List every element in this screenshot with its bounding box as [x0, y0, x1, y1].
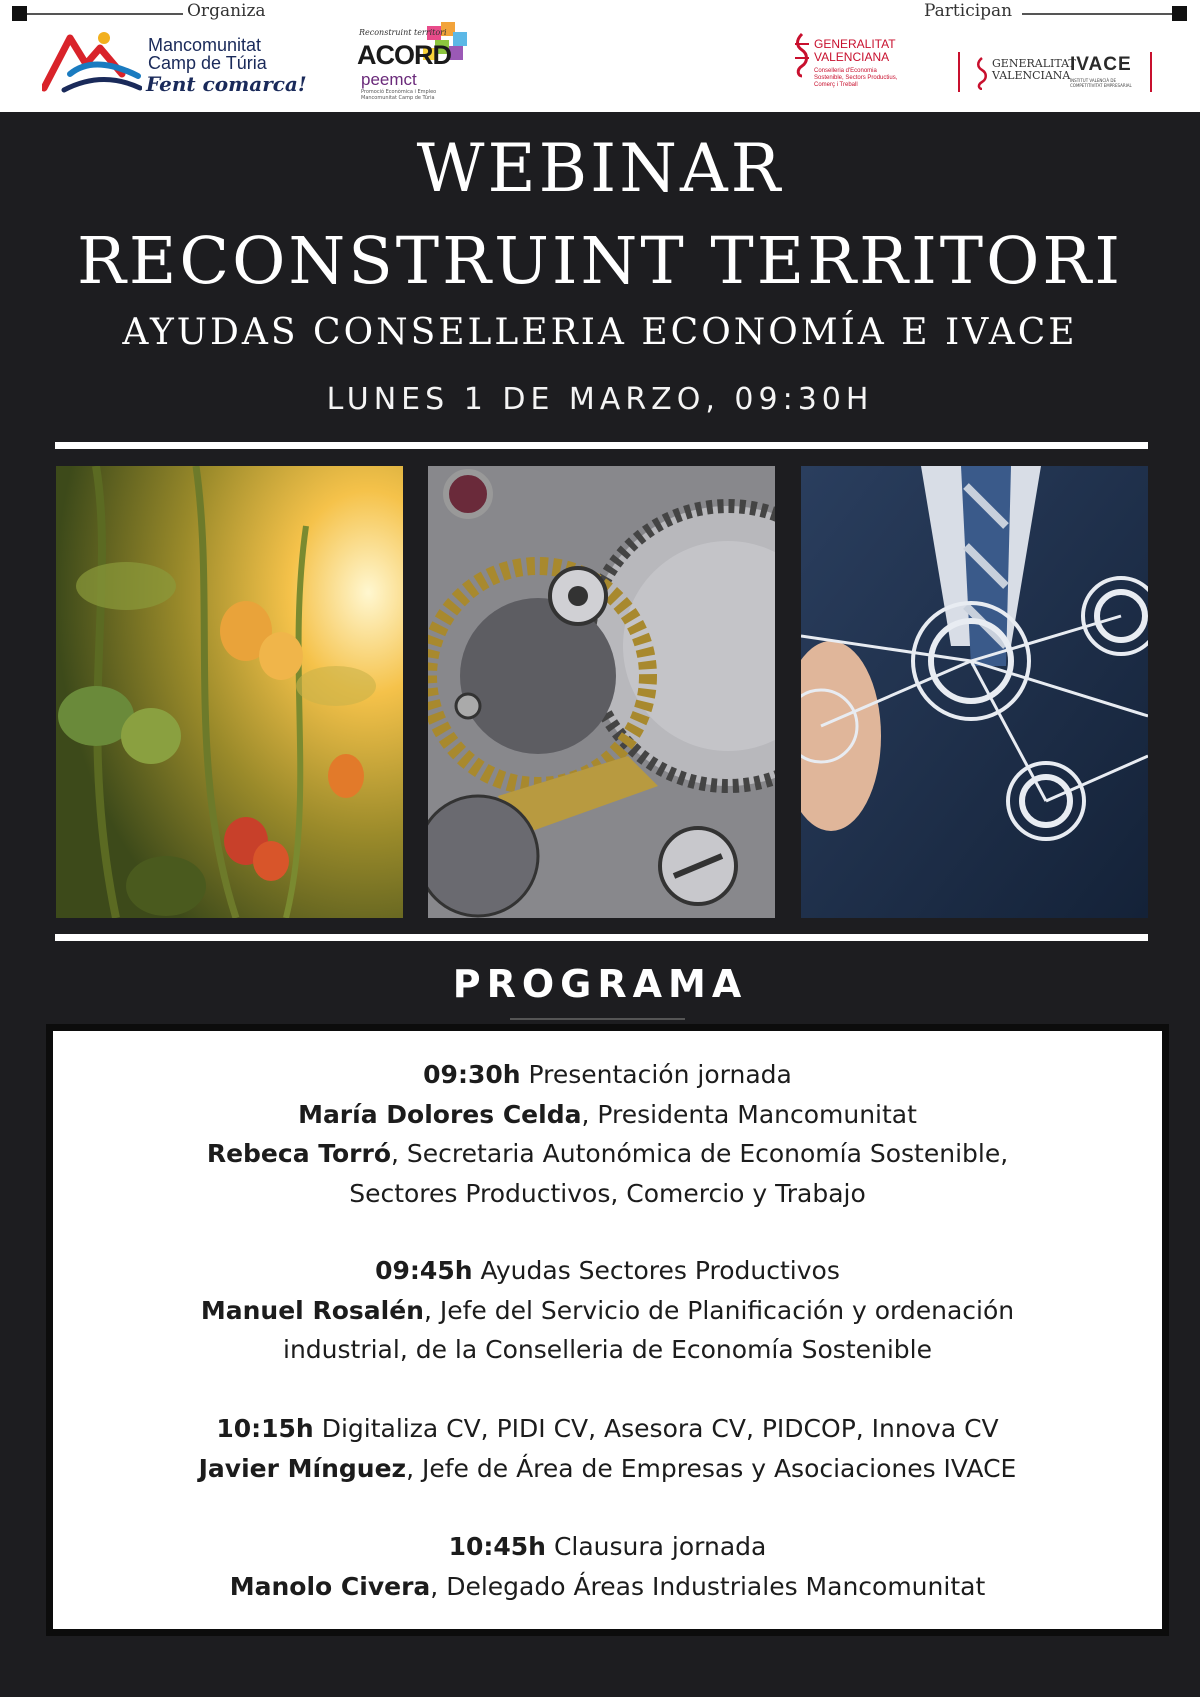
- header-left-marker: [12, 6, 27, 21]
- speaker-name: María Dolores Celda: [298, 1099, 582, 1129]
- item-time: 09:30h: [423, 1060, 521, 1089]
- ivace-sub2: COMPETITIVITAT EMPRESARIAL: [1070, 83, 1132, 88]
- item-time: 09:45h: [375, 1256, 473, 1285]
- acord-tiny-line1: Promoció Econòmica i Empleo: [361, 89, 437, 95]
- header-strip: [0, 0, 1200, 112]
- speaker-name: Manolo Civera: [229, 1571, 431, 1601]
- generalitat-1-sub2: Sostenible, Sectors Productius,: [814, 75, 898, 81]
- acord-peemct: peemct: [361, 70, 417, 89]
- mancomunitat-mountain-icon: [42, 30, 142, 96]
- generalitat-emblem-small-icon: [974, 56, 990, 90]
- item-title: Presentación jornada: [520, 1060, 792, 1089]
- subtitle-ayudas: AYUDAS CONSELLERIA ECONOMÍA E IVACE: [122, 312, 1078, 353]
- item-title: Clausura jornada: [546, 1532, 767, 1561]
- speaker-role: , Presidenta Mancomunitat: [581, 1099, 917, 1129]
- title-reconstruint-territori: RECONSTRUINT TERRITORI: [76, 224, 1124, 299]
- generalitat-logo: [972, 54, 1076, 94]
- program-item: [53, 1251, 1162, 1370]
- speaker-role: , Secretaria Autonómica de Economía Sostenible,: [391, 1139, 1009, 1168]
- program-item: [53, 1409, 1162, 1488]
- item-time: 10:45h: [448, 1532, 546, 1561]
- header-left-line: [27, 13, 187, 15]
- ivace-sub1: INSTITUT VALENCIÀ DE: [1070, 78, 1116, 83]
- generalitat-1-line1: GENERALITAT: [814, 37, 896, 51]
- top-divider: [55, 442, 1148, 449]
- item-title: Digitaliza CV, PIDI CV, Asesora CV, PIDCOP, Innova CV: [313, 1414, 999, 1443]
- item-title: Ayudas Sectores Productivos: [472, 1256, 840, 1285]
- mancomunitat-name-line1: Mancomunitat: [148, 35, 262, 55]
- organiza-label: Organiza: [183, 1, 270, 21]
- bottom-divider: [55, 934, 1148, 941]
- generalitat-1-sub3: Comerç i Treball: [814, 82, 858, 88]
- programa-underline: [510, 1018, 685, 1020]
- program-item: [53, 1055, 1162, 1213]
- speaker-name: Manuel Rosalén: [200, 1295, 424, 1325]
- generalitat-1-line2: VALENCIANA: [814, 50, 890, 64]
- generalitat-conselleria-logo: [790, 28, 920, 92]
- item-extra: industrial, de la Conselleria de Economía Sostenible: [283, 1335, 932, 1364]
- speaker-role: , Jefe de Área de Empresas y Asociaciones IVACE: [406, 1453, 1017, 1483]
- photo-clockwork-gears: [428, 466, 775, 918]
- item-extra: Sectores Productivos, Comercio y Trabajo: [349, 1178, 866, 1208]
- participan-label: Participan: [920, 1, 1016, 21]
- acord-logo: [355, 22, 470, 104]
- acord-title: ACORD: [357, 40, 451, 70]
- photo-business-network: [801, 466, 1148, 918]
- photo-tomato-plants: [56, 466, 403, 918]
- header-right-line: [1022, 13, 1177, 15]
- generalitat-emblem-icon: [792, 32, 812, 78]
- speaker-name: Javier Mínguez: [198, 1453, 407, 1483]
- acord-tiny-line2: Mancomunitat Camp de Túria: [361, 95, 435, 101]
- mancomunitat-name-line2: Camp de Túria: [148, 53, 267, 73]
- mancomunitat-slogan: Fent comarca!: [146, 72, 307, 96]
- header-right-marker: [1172, 6, 1187, 21]
- speaker-role: , Delegado Áreas Industriales Mancomunitat: [430, 1571, 986, 1601]
- programa-heading: PROGRAMA: [452, 962, 748, 1006]
- program-item: [53, 1527, 1162, 1606]
- logo-separator-right: [1150, 52, 1152, 92]
- acord-top-text: Reconstruint territori: [359, 28, 447, 37]
- event-date: LUNES 1 DE MARZO, 09:30H: [326, 382, 874, 417]
- speaker-role: , Jefe del Servicio de Planificación y ordenación: [423, 1295, 1015, 1325]
- ivace-name: IVACE: [1070, 54, 1132, 75]
- logo-separator: [958, 52, 960, 92]
- generalitat-2-line1: GENERALITAT: [992, 57, 1076, 70]
- program-box: [46, 1024, 1169, 1636]
- generalitat-1-sub1: Conselleria d'Economia: [814, 68, 877, 74]
- mancomunitat-logo: [42, 30, 307, 100]
- speaker-name: Rebeca Torró: [206, 1139, 392, 1168]
- title-webinar: WEBINAR: [416, 130, 784, 207]
- generalitat-2-line2: VALENCIANA: [992, 69, 1071, 82]
- ivace-logo: [1068, 52, 1148, 96]
- item-time: 10:15h: [216, 1414, 314, 1443]
